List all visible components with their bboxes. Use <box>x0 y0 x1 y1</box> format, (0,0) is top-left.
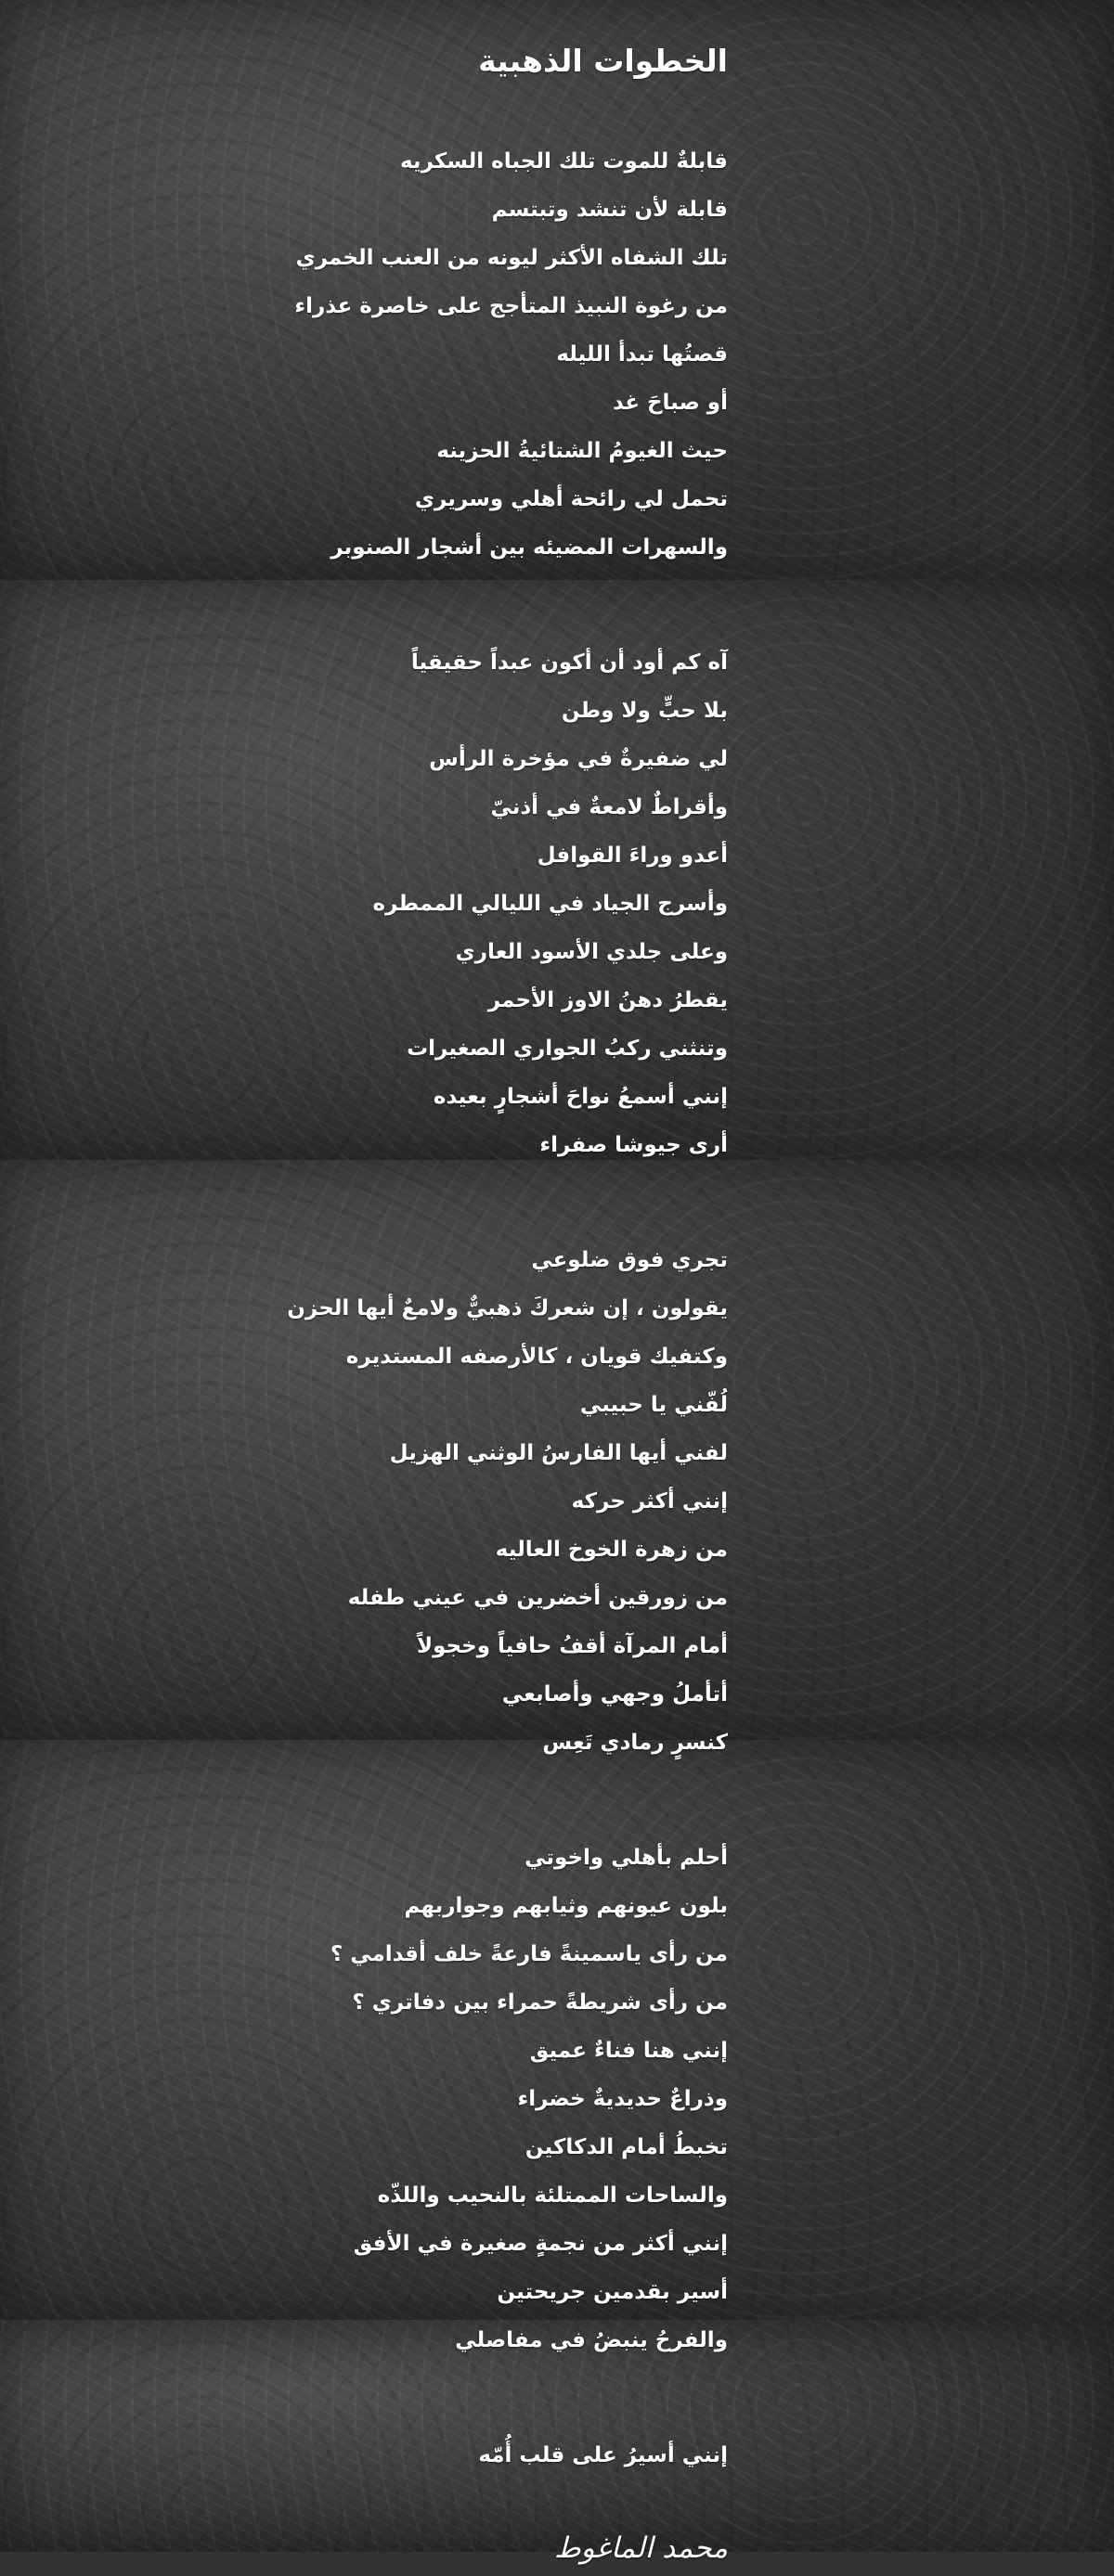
stanza-break <box>59 1767 728 1834</box>
poem-line: تخبطُ أمام الدكاكين <box>525 2135 728 2159</box>
poem-line: أو صباحَ غد <box>612 391 728 415</box>
poem-line: من رأى شريطةً حمراء بين دفاتري ؟ <box>352 1990 728 2015</box>
poem-line: تلك الشفاه الأكثر ليونه من العنب الخمري <box>295 246 728 270</box>
poem-line: آه كم أود أن أكون عبداً حقيقياً <box>410 650 728 675</box>
poem-line: إنني أسمعُ نواحَ أشجارٍ بعيده <box>433 1085 728 1109</box>
poem-line: إنني هنا فناءٌ عميق <box>529 2039 728 2063</box>
poem-title: الخطوات الذهبية <box>478 43 728 79</box>
poem-line: يقطرُ دهنُ الاوز الأحمر <box>487 988 728 1012</box>
poem-line: لفني أيها الفارسُ الوثني الهزيل <box>389 1441 728 1465</box>
poem-line: كنسرٍ رمادي تَعِس <box>542 1731 728 1755</box>
stanza-break <box>59 1169 728 1236</box>
poem-line: حيث الغيومُ الشتائيةُ الحزينه <box>436 439 728 463</box>
poem-line: وأسرج الجياد في الليالي الممطره <box>372 892 728 916</box>
stanza-5 <box>59 2431 728 2479</box>
poem-line: وأقراطٌ لامعةٌ في أذنيّ <box>490 795 728 819</box>
stanza-1 <box>59 137 728 572</box>
poem-line: وتنثني ركبُ الجواري الصغيرات <box>407 1037 728 1061</box>
poem-line: أرى جيوشا صفراء <box>539 1133 728 1157</box>
poem-line: بلا حبٍّ ولا وطن <box>561 699 728 723</box>
poem-container <box>59 33 728 2576</box>
poem-line: لُفّني يا حبيبي <box>579 1393 728 1417</box>
poem-line: أسير بقدمين جريحتين <box>497 2280 728 2304</box>
poem-line: قصتُها تبدأ الليله <box>556 342 728 367</box>
poem-line: أحلم بأهلي واخوتي <box>525 1846 728 1870</box>
poem-line: وعلى جلدي الأسود العاري <box>455 940 728 964</box>
poem-line: وكتفيك قويان ، كالأرصفه المستديره <box>345 1345 728 1369</box>
poem-line: إنني أكثر من نجمةٍ صغيرة في الأفق <box>353 2232 728 2256</box>
author-signature: محمد الماغوط <box>554 2531 728 2565</box>
stanza-3 <box>59 1236 728 1767</box>
poem-line: أعدو وراءَ القوافل <box>537 844 728 868</box>
poem-line: تجري فوق ضلوعي <box>531 1248 728 1272</box>
poem-line: لي ضفيرةٌ في مؤخرة الرأس <box>429 747 728 771</box>
poem-line: من زورقين أخضرين في عيني طفله <box>347 1586 728 1610</box>
poem-line: أمام المرآة أقفُ حافياً وخجولاً <box>417 1634 728 1658</box>
poem-line: من زهرة الخوخ العاليه <box>495 1538 728 1562</box>
poem-line: إنني أسيرُ على قلب أُمّه <box>478 2443 728 2467</box>
poem-line: أتأملُ وجهي وأصابعي <box>501 1682 728 1707</box>
stanza-break <box>59 572 728 638</box>
stanza-4 <box>59 1834 728 2364</box>
poem-line: قابلة لأن تنشد وتبتسم <box>491 198 728 222</box>
poem-line: قابلةٌ للموت تلك الجباه السكريه <box>399 149 728 174</box>
poem-line: بلون عيونهم وثيابهم وجواربهم <box>404 1894 728 1918</box>
poem-line: إنني أكثر حركه <box>571 1489 728 1513</box>
poem-line: من رأى ياسمينةً فارعةً خلف أقدامي ؟ <box>330 1942 728 1966</box>
poem-line: من رغوة النبيذ المتأجج على خاصرة عذراء <box>294 294 728 318</box>
poem-line: والسهرات المضيئه بين أشجار الصنوبر <box>330 535 728 560</box>
poem-line: وذراعٌ حديديةٌ خضراء <box>517 2087 728 2111</box>
poem-line: يقولون ، إن شعركَ ذهبيٌّ ولامعٌ أيها الحزن <box>287 1296 728 1320</box>
poem-line: تحمل لي رائحة أهلي وسريري <box>414 487 728 511</box>
poem-line: والفرحُ ينبضُ في مفاصلي <box>455 2328 728 2352</box>
stanza-break <box>59 2364 728 2431</box>
poem-line: والساحات الممتلئة بالنحيب واللذّه <box>377 2183 728 2208</box>
stanza-2 <box>59 638 728 1169</box>
